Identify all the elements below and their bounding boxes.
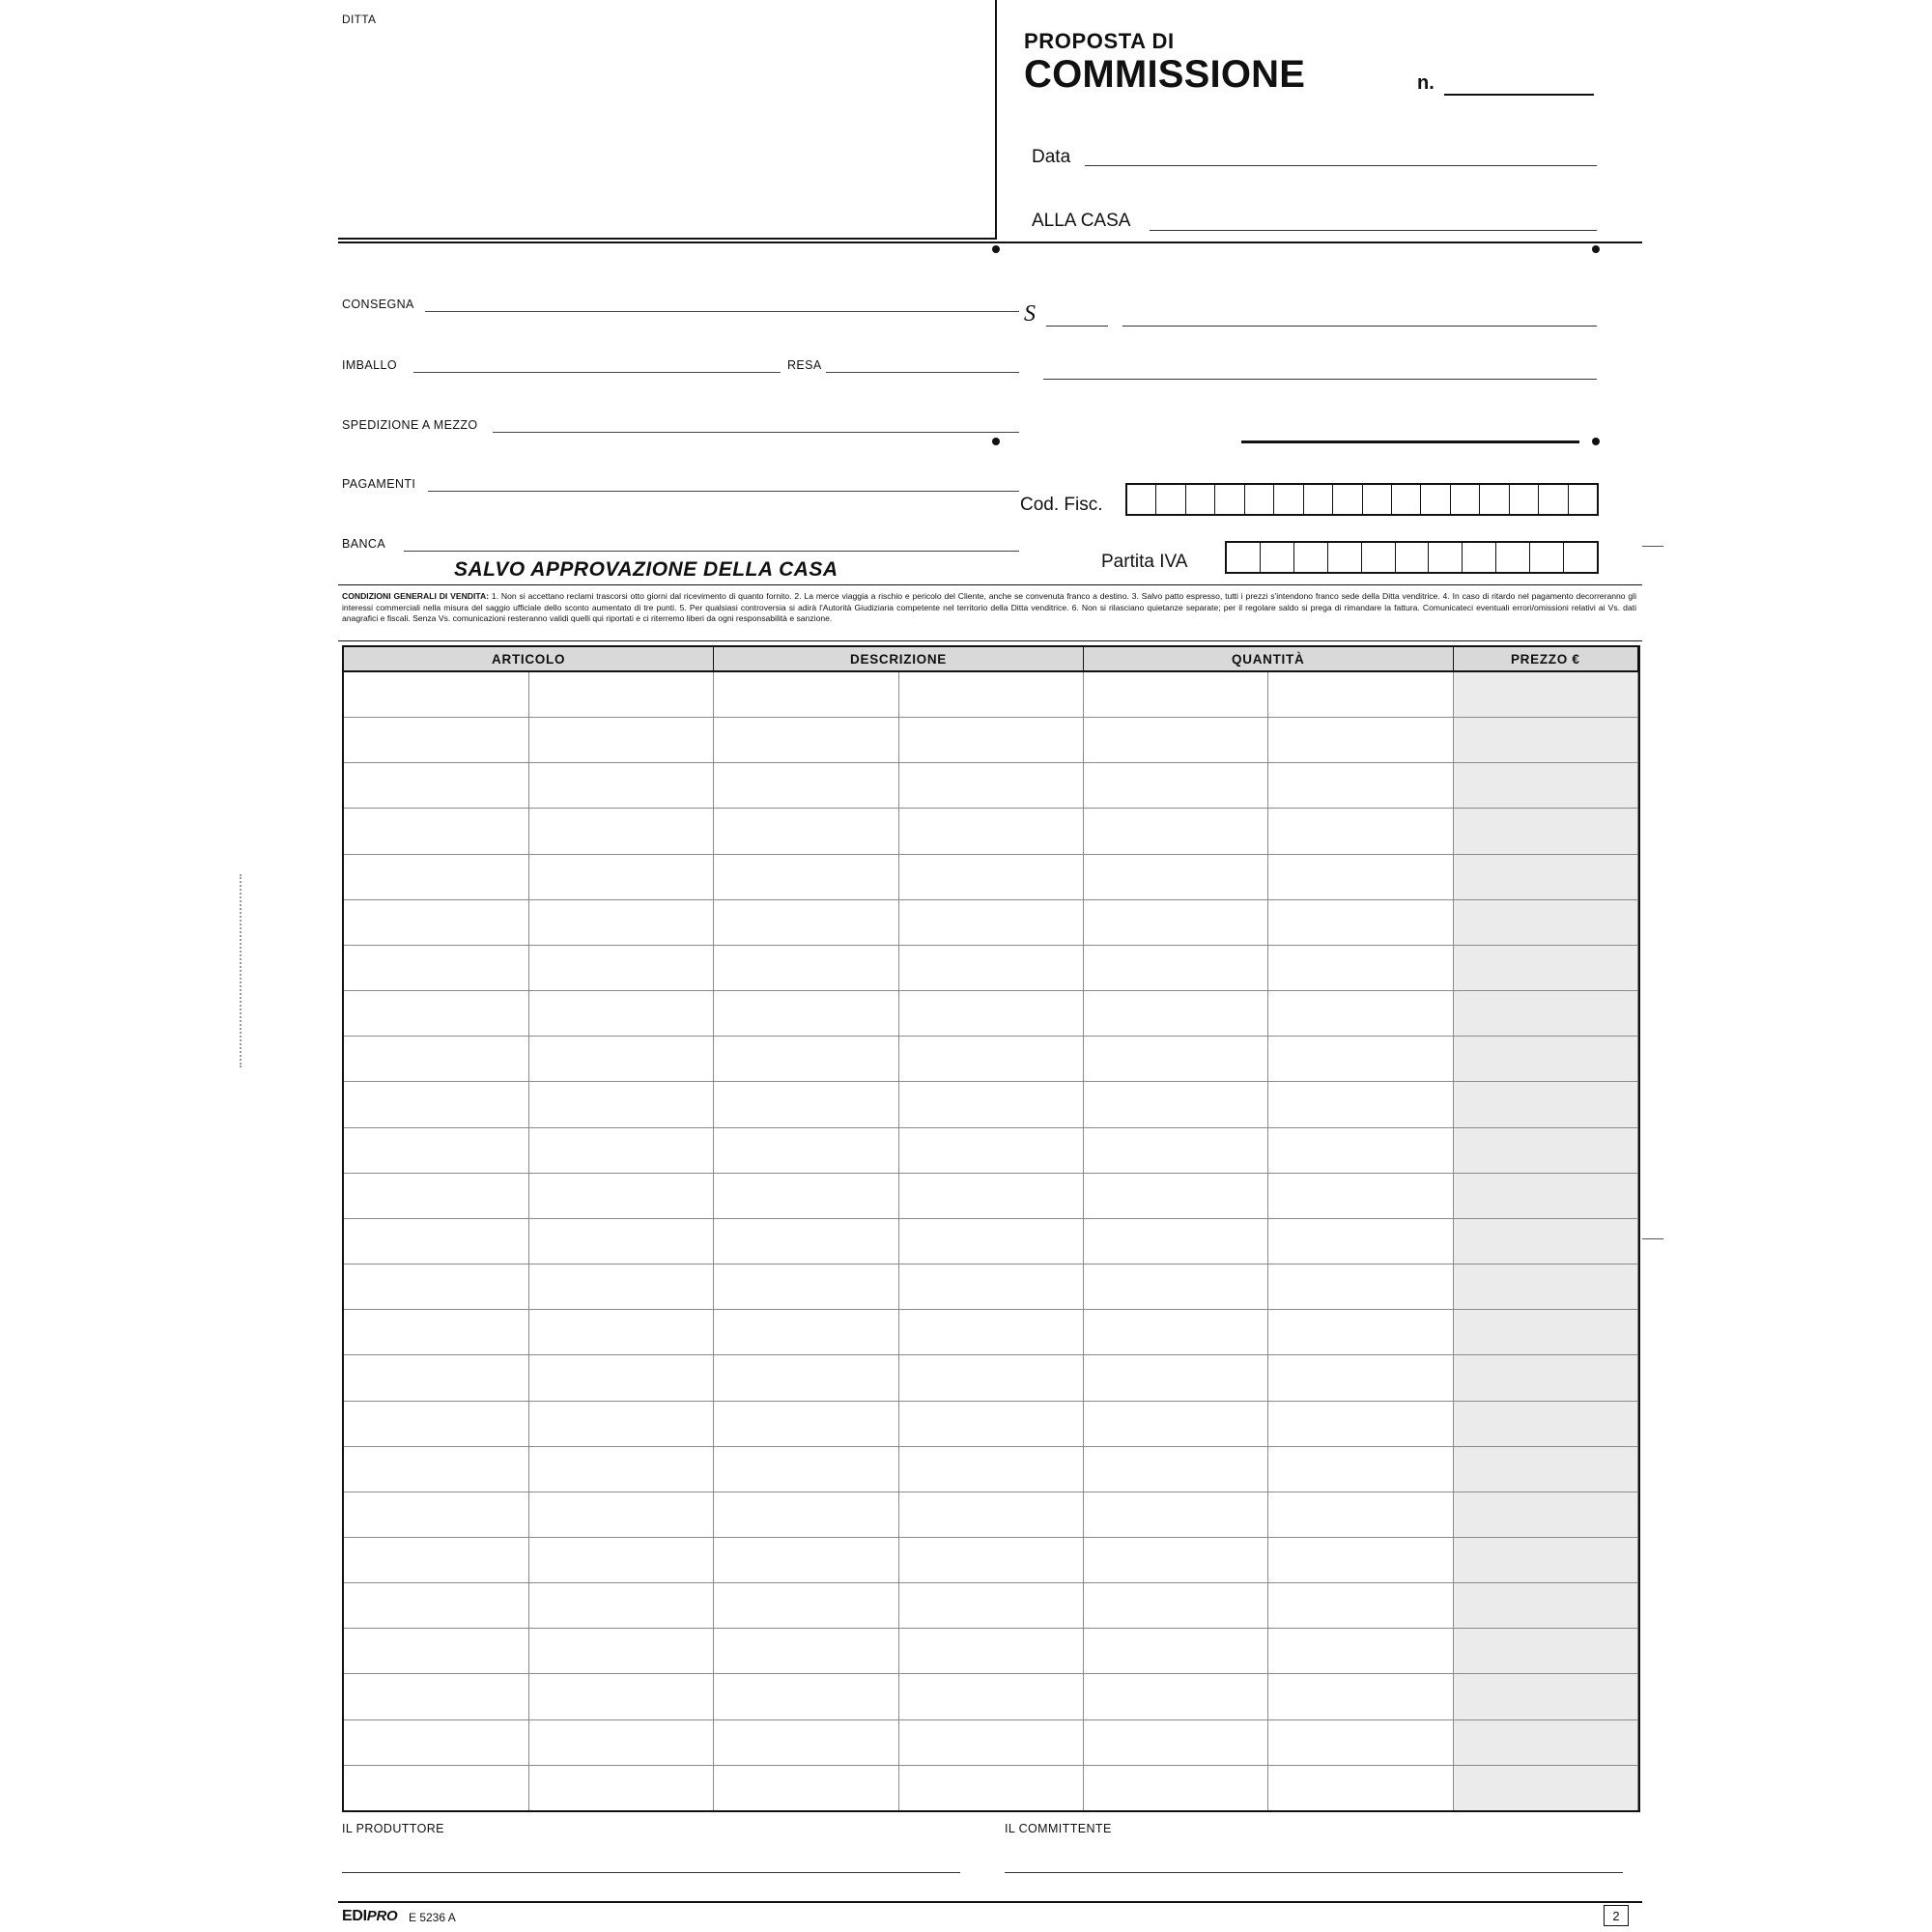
- table-cell[interactable]: [1268, 1492, 1453, 1537]
- table-cell[interactable]: [528, 1173, 713, 1218]
- table-cell[interactable]: [714, 763, 898, 809]
- brand-logo: [342, 1908, 397, 1925]
- table-cell[interactable]: [898, 1583, 1083, 1629]
- alla-casa-label: ALLA CASA: [1032, 211, 1131, 231]
- cf-cell[interactable]: [1245, 485, 1274, 514]
- table-cell[interactable]: [1083, 671, 1267, 718]
- table-cell[interactable]: [714, 1537, 898, 1582]
- table-cell[interactable]: [1083, 1082, 1267, 1127]
- customer-line-1a[interactable]: [1046, 326, 1108, 327]
- table-cell[interactable]: [898, 1264, 1083, 1310]
- date-field[interactable]: [1085, 165, 1597, 166]
- ditta-underline: [338, 238, 995, 240]
- piva-cell[interactable]: [1294, 543, 1328, 572]
- cf-cell[interactable]: [1569, 485, 1597, 514]
- salvo-approvazione-note: SALVO APPROVAZIONE DELLA CASA: [454, 558, 838, 581]
- conditions-title: CONDIZIONI GENERALI DI VENDITA:: [342, 591, 490, 601]
- table-cell[interactable]: [1268, 854, 1453, 899]
- table-cell[interactable]: [1083, 1401, 1267, 1446]
- cf-cell[interactable]: [1480, 485, 1509, 514]
- table-cell[interactable]: [1268, 1037, 1453, 1082]
- cf-cell[interactable]: [1127, 485, 1156, 514]
- table-cell[interactable]: [344, 1492, 528, 1537]
- banca-field[interactable]: [404, 551, 1019, 552]
- table-cell[interactable]: [898, 1037, 1083, 1082]
- table-cell[interactable]: [528, 1037, 713, 1082]
- table-cell[interactable]: [898, 854, 1083, 899]
- table-cell[interactable]: [714, 1583, 898, 1629]
- crop-tick-lower: [1642, 1238, 1663, 1239]
- table-cell[interactable]: [898, 1401, 1083, 1446]
- table-cell[interactable]: [1268, 1719, 1453, 1765]
- table-cell[interactable]: [344, 1446, 528, 1492]
- table-cell[interactable]: [898, 718, 1083, 763]
- table-row[interactable]: [344, 1355, 1638, 1401]
- table-cell[interactable]: [1083, 1173, 1267, 1218]
- committente-label: IL COMMITTENTE: [1005, 1822, 1112, 1835]
- table-cell[interactable]: [1453, 1218, 1637, 1264]
- table-cell[interactable]: [344, 1629, 528, 1674]
- cod-fisc-label: Cod. Fisc.: [1020, 495, 1103, 515]
- table-cell[interactable]: [528, 1537, 713, 1582]
- table-cell[interactable]: [1268, 991, 1453, 1037]
- piva-cell[interactable]: [1429, 543, 1463, 572]
- table-row[interactable]: [344, 1037, 1638, 1082]
- table-cell[interactable]: [1083, 1127, 1267, 1173]
- table-cell[interactable]: [1268, 1310, 1453, 1355]
- title-proposta: PROPOSTA DI: [1024, 29, 1175, 53]
- table-cell[interactable]: [898, 945, 1083, 990]
- committente-signature-field[interactable]: [1005, 1872, 1623, 1873]
- table-cell[interactable]: [1453, 1719, 1637, 1765]
- brand-edi-text: EDI: [342, 1908, 367, 1924]
- cf-cell[interactable]: [1539, 485, 1568, 514]
- crop-tick-upper: [1642, 546, 1663, 547]
- table-cell[interactable]: [344, 763, 528, 809]
- table-cell[interactable]: [1083, 1674, 1267, 1719]
- piva-cell[interactable]: [1564, 543, 1597, 572]
- table-cell[interactable]: [528, 854, 713, 899]
- table-cell[interactable]: [1268, 1218, 1453, 1264]
- table-cell[interactable]: [344, 809, 528, 854]
- table-row[interactable]: [344, 1310, 1638, 1355]
- table-cell[interactable]: [1453, 1310, 1637, 1355]
- table-row[interactable]: [344, 1173, 1638, 1218]
- table-cell[interactable]: [898, 1674, 1083, 1719]
- table-cell[interactable]: [1453, 1583, 1637, 1629]
- table-cell[interactable]: [1453, 1674, 1637, 1719]
- table-cell[interactable]: [528, 1492, 713, 1537]
- table-cell[interactable]: [898, 763, 1083, 809]
- table-row[interactable]: [344, 718, 1638, 763]
- table-cell[interactable]: [1083, 1583, 1267, 1629]
- table-cell[interactable]: [714, 1355, 898, 1401]
- table-cell[interactable]: [1453, 1537, 1637, 1582]
- table-cell[interactable]: [344, 1583, 528, 1629]
- table-cell[interactable]: [1083, 1492, 1267, 1537]
- cf-cell[interactable]: [1304, 485, 1333, 514]
- spedizione-label: SPEDIZIONE A MEZZO: [342, 418, 478, 432]
- table-row[interactable]: [344, 1446, 1638, 1492]
- table-cell[interactable]: [1453, 1127, 1637, 1173]
- table-cell[interactable]: [344, 854, 528, 899]
- table-cell[interactable]: [344, 991, 528, 1037]
- cf-cell[interactable]: [1186, 485, 1215, 514]
- produttore-label: IL PRODUTTORE: [342, 1822, 444, 1835]
- table-cell[interactable]: [898, 1127, 1083, 1173]
- table-cell[interactable]: [344, 1765, 528, 1810]
- imballo-label: IMBALLO: [342, 358, 397, 372]
- table-cell[interactable]: [714, 718, 898, 763]
- table-cell[interactable]: [344, 671, 528, 718]
- table-cell[interactable]: [898, 1310, 1083, 1355]
- table-cell[interactable]: [898, 1492, 1083, 1537]
- table-row[interactable]: [344, 1765, 1638, 1810]
- items-table: [344, 647, 1638, 1810]
- table-cell[interactable]: [714, 1264, 898, 1310]
- piva-cell[interactable]: [1396, 543, 1430, 572]
- table-cell[interactable]: [1268, 809, 1453, 854]
- table-cell[interactable]: [714, 1037, 898, 1082]
- cf-cell[interactable]: [1363, 485, 1392, 514]
- table-cell[interactable]: [898, 1355, 1083, 1401]
- table-cell[interactable]: [344, 1082, 528, 1127]
- table-cell[interactable]: [1453, 1492, 1637, 1537]
- table-cell[interactable]: [344, 1401, 528, 1446]
- footer-rule: [338, 1901, 1642, 1903]
- table-cell[interactable]: [1453, 1765, 1637, 1810]
- cf-cell[interactable]: [1510, 485, 1539, 514]
- table-cell[interactable]: [898, 991, 1083, 1037]
- conditions-bottom-rule: [338, 640, 1642, 641]
- table-cell[interactable]: [714, 1446, 898, 1492]
- cod-fisc-boxes[interactable]: [1125, 483, 1599, 516]
- table-cell[interactable]: [1268, 1537, 1453, 1582]
- cf-cell[interactable]: [1156, 485, 1185, 514]
- banca-label: BANCA: [342, 537, 386, 551]
- table-cell[interactable]: [1083, 809, 1267, 854]
- table-cell[interactable]: [1268, 1629, 1453, 1674]
- table-cell[interactable]: [714, 1127, 898, 1173]
- corner-dot-top-right: [1592, 245, 1600, 253]
- table-row[interactable]: [344, 1674, 1638, 1719]
- table-cell[interactable]: [528, 899, 713, 945]
- table-cell[interactable]: [1083, 991, 1267, 1037]
- table-cell[interactable]: [1268, 1355, 1453, 1401]
- table-cell[interactable]: [528, 763, 713, 809]
- alla-casa-field[interactable]: [1150, 230, 1597, 231]
- table-cell[interactable]: [898, 899, 1083, 945]
- table-cell[interactable]: [1268, 1401, 1453, 1446]
- corner-dot-top-left: [992, 245, 1000, 253]
- pagamenti-field[interactable]: [428, 491, 1019, 492]
- table-cell[interactable]: [528, 1629, 713, 1674]
- table-cell[interactable]: [1453, 763, 1637, 809]
- consegna-field[interactable]: [425, 311, 1019, 312]
- cf-cell[interactable]: [1392, 485, 1421, 514]
- partita-iva-boxes[interactable]: [1225, 541, 1599, 574]
- table-cell[interactable]: [898, 1765, 1083, 1810]
- piva-cell[interactable]: [1496, 543, 1530, 572]
- table-cell[interactable]: [528, 1401, 713, 1446]
- date-label: Data: [1032, 147, 1071, 167]
- table-cell[interactable]: [1083, 945, 1267, 990]
- table-cell[interactable]: [1268, 1082, 1453, 1127]
- table-cell[interactable]: [344, 1037, 528, 1082]
- table-cell[interactable]: [714, 991, 898, 1037]
- table-cell[interactable]: [898, 1446, 1083, 1492]
- produttore-signature-field[interactable]: [342, 1872, 960, 1873]
- items-table-head: [344, 647, 1638, 671]
- table-cell[interactable]: [1268, 945, 1453, 990]
- cf-cell[interactable]: [1333, 485, 1362, 514]
- table-cell[interactable]: [898, 1218, 1083, 1264]
- table-cell[interactable]: [528, 1446, 713, 1492]
- table-cell[interactable]: [1453, 1037, 1637, 1082]
- table-cell[interactable]: [528, 809, 713, 854]
- table-cell[interactable]: [714, 1674, 898, 1719]
- table-cell[interactable]: [528, 945, 713, 990]
- table-cell[interactable]: [528, 718, 713, 763]
- table-row[interactable]: [344, 671, 1638, 718]
- table-cell[interactable]: [1083, 763, 1267, 809]
- table-cell[interactable]: [1083, 1446, 1267, 1492]
- table-cell[interactable]: [1083, 1310, 1267, 1355]
- perforation-marks: [240, 874, 242, 1067]
- table-cell[interactable]: [714, 1629, 898, 1674]
- title-commissione: COMMISSIONE: [1024, 53, 1306, 96]
- table-cell[interactable]: [898, 809, 1083, 854]
- table-cell[interactable]: [528, 1082, 713, 1127]
- table-cell[interactable]: [1453, 671, 1637, 718]
- page-number-badge: 2: [1604, 1905, 1629, 1926]
- table-cell[interactable]: [1083, 1765, 1267, 1810]
- table-cell[interactable]: [1268, 1446, 1453, 1492]
- table-cell[interactable]: [528, 1765, 713, 1810]
- imballo-field[interactable]: [413, 372, 781, 373]
- table-row[interactable]: [344, 1127, 1638, 1173]
- cf-cell[interactable]: [1274, 485, 1303, 514]
- table-cell[interactable]: [714, 1310, 898, 1355]
- table-cell[interactable]: [1453, 899, 1637, 945]
- table-row[interactable]: [344, 763, 1638, 809]
- table-cell[interactable]: [1268, 1674, 1453, 1719]
- table-cell[interactable]: [1268, 1127, 1453, 1173]
- table-cell[interactable]: [528, 1719, 713, 1765]
- table-cell[interactable]: [1083, 718, 1267, 763]
- spedizione-field[interactable]: [493, 432, 1019, 433]
- table-cell[interactable]: [528, 1583, 713, 1629]
- col-header-articolo: ARTICOLO: [344, 647, 714, 671]
- table-cell[interactable]: [1083, 1537, 1267, 1582]
- table-cell[interactable]: [714, 1492, 898, 1537]
- table-cell[interactable]: [1268, 763, 1453, 809]
- table-cell[interactable]: [714, 1401, 898, 1446]
- table-cell[interactable]: [1453, 809, 1637, 854]
- col-header-descrizione: DESCRIZIONE: [714, 647, 1084, 671]
- table-cell[interactable]: [714, 854, 898, 899]
- table-cell[interactable]: [714, 1218, 898, 1264]
- resa-label: RESA: [787, 358, 822, 372]
- customer-line-3: [1241, 440, 1579, 443]
- col-header-quantita: QUANTITÀ: [1083, 647, 1453, 671]
- table-cell[interactable]: [714, 809, 898, 854]
- table-cell[interactable]: [344, 1719, 528, 1765]
- table-cell[interactable]: [1083, 1355, 1267, 1401]
- table-cell[interactable]: [344, 1310, 528, 1355]
- table-cell[interactable]: [1268, 1264, 1453, 1310]
- table-row[interactable]: [344, 1719, 1638, 1765]
- table-cell[interactable]: [528, 671, 713, 718]
- table-cell[interactable]: [714, 899, 898, 945]
- table-row[interactable]: [344, 899, 1638, 945]
- table-cell[interactable]: [714, 671, 898, 718]
- table-cell[interactable]: [344, 1127, 528, 1173]
- table-cell[interactable]: [1083, 854, 1267, 899]
- table-row[interactable]: [344, 1492, 1638, 1537]
- resa-field[interactable]: [826, 372, 1019, 373]
- customer-line-2[interactable]: [1043, 379, 1597, 380]
- table-cell[interactable]: [1083, 1218, 1267, 1264]
- conditions-body: 1. Non si accettano reclami trascorsi otto giorni dal ricevimento di quanto fornito. 2. La merce viaggia a rischio e pericolo del Cliente, anche se convenuta franco a destino. 3. Salvo patto espresso, tutti i prezzi s'intendono franco sede della Ditta venditrice. 4. In caso di ritardo nel pagamento decorreranno gli interessi commerciali nella misura del saggio ufficiale dello sconto aumentato di tre punti. 5. Per qualsiasi controversia si adirà l'Autorità Giudiziaria competente nel territorio della Ditta venditrice. 6. Non si rilasciano quietanze separate; per il regolare saldo si prega di rimandare la fattura. Comunicateci eventuali errori/omissioni relativi ai Vs. dati anagrafici e fiscali. Senza Vs. comunicazioni resteranno validi quelli qui riportati e ci riterremo liberi da ogni responsabilità e sanzione.: [342, 591, 1636, 624]
- cf-cell[interactable]: [1215, 485, 1244, 514]
- table-row[interactable]: [344, 1264, 1638, 1310]
- customer-line-1b[interactable]: [1122, 326, 1597, 327]
- table-cell[interactable]: [1268, 1173, 1453, 1218]
- commission-number-label: n.: [1417, 72, 1435, 94]
- table-cell[interactable]: [528, 1218, 713, 1264]
- table-cell[interactable]: [528, 1310, 713, 1355]
- table-cell[interactable]: [528, 1355, 713, 1401]
- piva-cell[interactable]: [1463, 543, 1496, 572]
- partita-iva-label: Partita IVA: [1101, 552, 1188, 572]
- table-row[interactable]: [344, 1082, 1638, 1127]
- commission-form: [338, 0, 1642, 1889]
- table-row[interactable]: [344, 1401, 1638, 1446]
- items-table-body: [344, 671, 1638, 1810]
- customer-s-marker: S: [1024, 301, 1036, 327]
- table-cell[interactable]: [898, 1173, 1083, 1218]
- commission-number-field[interactable]: [1444, 94, 1594, 96]
- table-cell[interactable]: [1083, 899, 1267, 945]
- table-cell[interactable]: [1083, 1264, 1267, 1310]
- table-cell[interactable]: [1453, 1355, 1637, 1401]
- table-cell[interactable]: [1268, 671, 1453, 718]
- table-cell[interactable]: [344, 1537, 528, 1582]
- table-cell[interactable]: [528, 1264, 713, 1310]
- corner-dot-mid-right: [1592, 438, 1600, 445]
- table-cell[interactable]: [1453, 1173, 1637, 1218]
- cf-cell[interactable]: [1451, 485, 1480, 514]
- table-row[interactable]: [344, 1629, 1638, 1674]
- table-cell[interactable]: [1268, 718, 1453, 763]
- conditions-top-rule: [338, 584, 1642, 585]
- table-cell[interactable]: [1453, 1082, 1637, 1127]
- table-cell[interactable]: [1268, 899, 1453, 945]
- footer: [338, 1901, 1642, 1930]
- header-bottom-rule: [338, 242, 1642, 243]
- table-cell[interactable]: [1453, 945, 1637, 990]
- table-row[interactable]: [344, 854, 1638, 899]
- table-row[interactable]: [344, 1537, 1638, 1582]
- table-cell[interactable]: [1453, 1264, 1637, 1310]
- table-cell[interactable]: [528, 991, 713, 1037]
- table-cell[interactable]: [344, 899, 528, 945]
- table-cell[interactable]: [898, 671, 1083, 718]
- table-cell[interactable]: [898, 1719, 1083, 1765]
- table-cell[interactable]: [344, 1355, 528, 1401]
- form-code: E 5236 A: [409, 1911, 456, 1924]
- table-cell[interactable]: [714, 945, 898, 990]
- table-cell[interactable]: [1453, 991, 1637, 1037]
- items-table-container: [342, 645, 1640, 1812]
- table-cell[interactable]: [1453, 854, 1637, 899]
- table-cell[interactable]: [898, 1082, 1083, 1127]
- piva-cell[interactable]: [1328, 543, 1362, 572]
- table-cell[interactable]: [714, 1765, 898, 1810]
- items-header-row: [344, 647, 1638, 671]
- piva-cell[interactable]: [1362, 543, 1396, 572]
- table-cell[interactable]: [528, 1127, 713, 1173]
- form-header: [338, 0, 1642, 242]
- table-cell[interactable]: [344, 1674, 528, 1719]
- table-cell[interactable]: [1083, 1629, 1267, 1674]
- piva-cell[interactable]: [1227, 543, 1261, 572]
- piva-cell[interactable]: [1530, 543, 1564, 572]
- table-row[interactable]: [344, 1583, 1638, 1629]
- table-row[interactable]: [344, 991, 1638, 1037]
- table-cell[interactable]: [344, 1173, 528, 1218]
- table-cell[interactable]: [1453, 1629, 1637, 1674]
- table-cell[interactable]: [1268, 1583, 1453, 1629]
- table-cell[interactable]: [898, 1537, 1083, 1582]
- table-cell[interactable]: [714, 1173, 898, 1218]
- table-cell[interactable]: [344, 718, 528, 763]
- table-cell[interactable]: [714, 1082, 898, 1127]
- table-cell[interactable]: [528, 1674, 713, 1719]
- brand-pro-text: PRO: [366, 1908, 398, 1924]
- table-row[interactable]: [344, 945, 1638, 990]
- table-row[interactable]: [344, 1218, 1638, 1264]
- col-header-prezzo: PREZZO €: [1453, 647, 1637, 671]
- table-cell[interactable]: [344, 945, 528, 990]
- pagamenti-label: PAGAMENTI: [342, 477, 416, 491]
- table-cell[interactable]: [1453, 1401, 1637, 1446]
- cf-cell[interactable]: [1421, 485, 1450, 514]
- table-cell[interactable]: [344, 1218, 528, 1264]
- consegna-label: CONSEGNA: [342, 298, 414, 311]
- table-row[interactable]: [344, 809, 1638, 854]
- table-cell[interactable]: [714, 1719, 898, 1765]
- table-cell[interactable]: [1083, 1037, 1267, 1082]
- table-cell[interactable]: [1453, 1446, 1637, 1492]
- ditta-label: DITTA: [342, 13, 377, 26]
- corner-dot-mid-left: [992, 438, 1000, 445]
- piva-cell[interactable]: [1261, 543, 1294, 572]
- table-cell[interactable]: [1268, 1765, 1453, 1810]
- conditions-paragraph: [342, 591, 1636, 625]
- table-cell[interactable]: [898, 1629, 1083, 1674]
- table-cell[interactable]: [1453, 718, 1637, 763]
- header-vertical-divider: [995, 0, 997, 240]
- table-cell[interactable]: [344, 1264, 528, 1310]
- table-cell[interactable]: [1083, 1719, 1267, 1765]
